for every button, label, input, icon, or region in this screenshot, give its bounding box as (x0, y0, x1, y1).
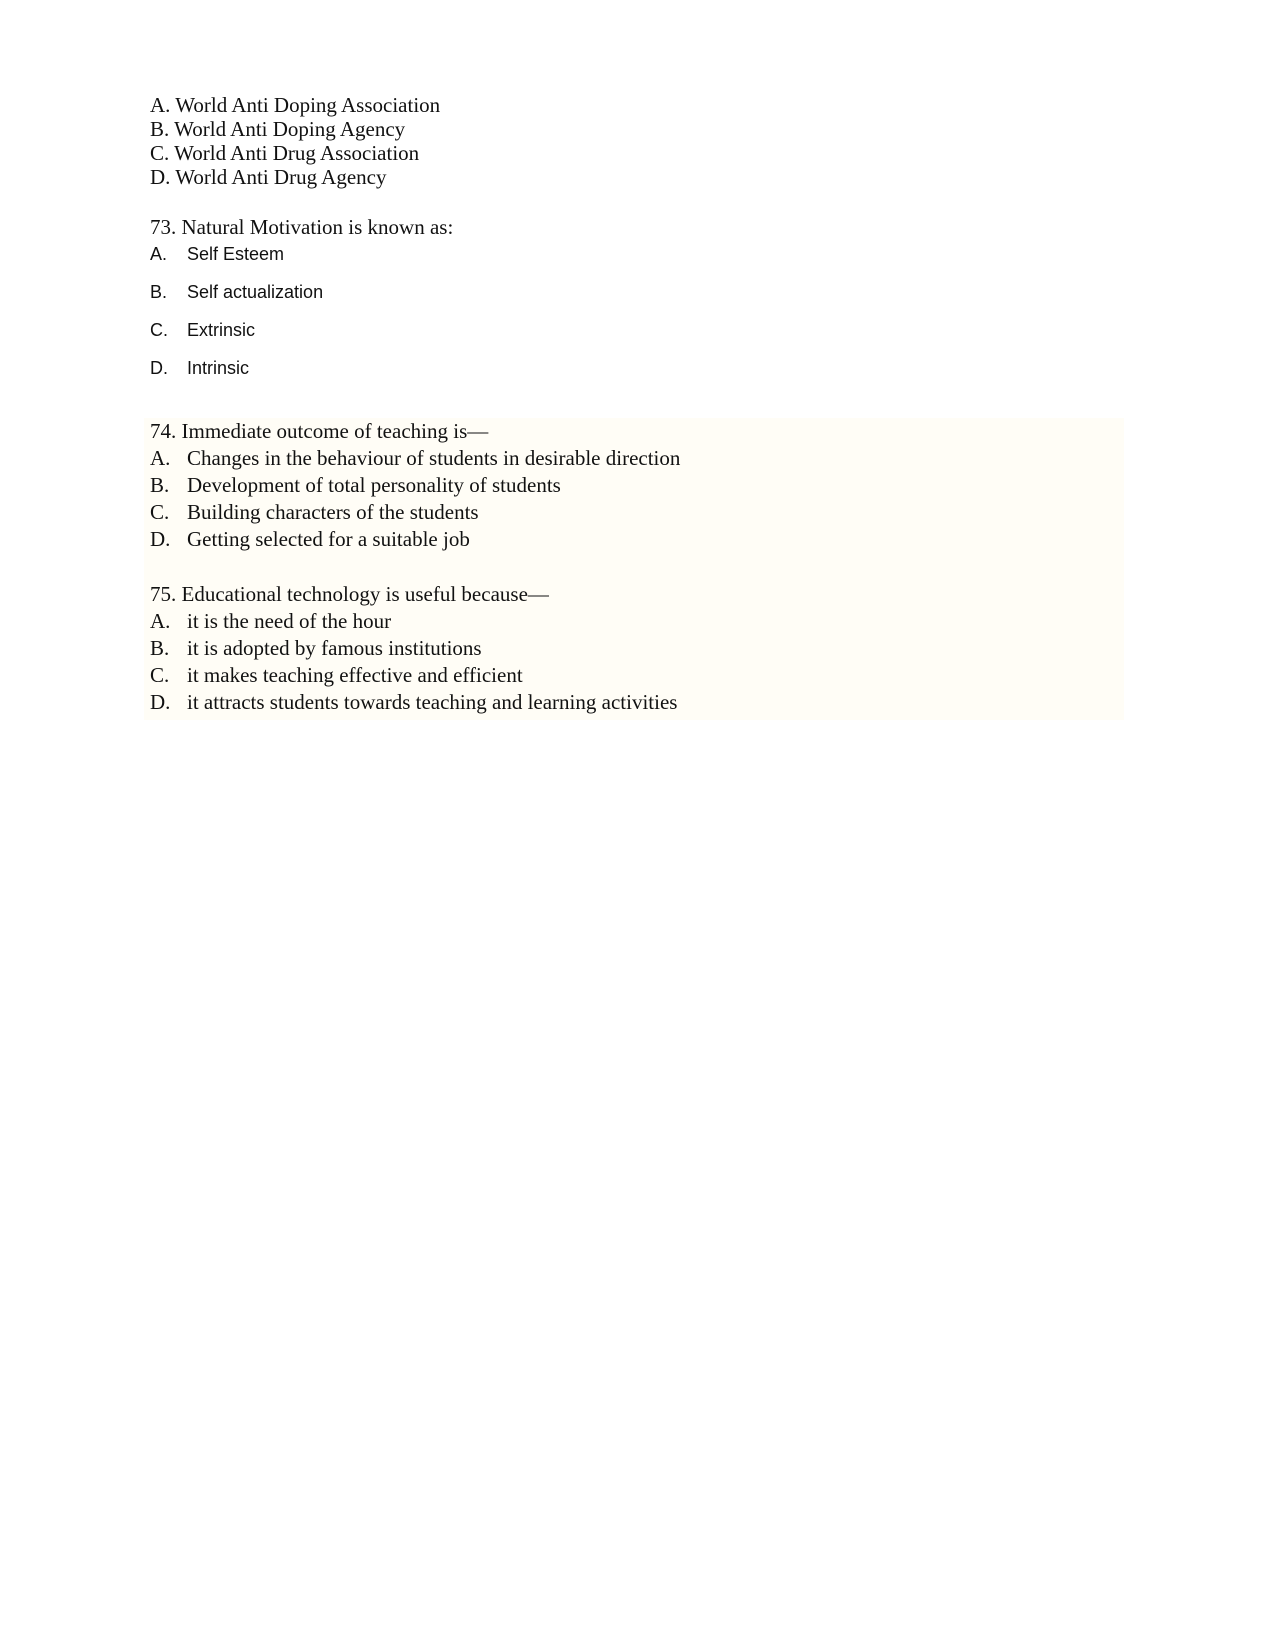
option-text: Self actualization (187, 282, 324, 302)
option-letter: B. (150, 282, 168, 302)
option-letter: C. (150, 500, 170, 524)
option-letter: D. (150, 690, 171, 714)
option-letter: B. (150, 636, 170, 660)
option-letter: A. (150, 446, 171, 470)
option-text: Changes in the behaviour of students in desirable direction (187, 446, 681, 470)
q72-option-c: C. World Anti Drug Association (150, 141, 420, 165)
q73-question: 73. Natural Motivation is known as: (150, 215, 454, 239)
option-letter: C. (150, 320, 168, 340)
q72-option-a: A. World Anti Doping Association (150, 93, 441, 117)
q72-option-d: D. World Anti Drug Agency (150, 165, 387, 189)
q72-option-b: B. World Anti Doping Agency (150, 117, 406, 141)
option-text: Extrinsic (187, 320, 256, 340)
option-text: Self Esteem (187, 244, 285, 264)
option-text: Getting selected for a suitable job (187, 527, 470, 551)
option-text: Intrinsic (187, 358, 250, 378)
option-letter: B. (150, 473, 170, 497)
option-letter: A. (150, 609, 171, 633)
option-text: Building characters of the students (187, 500, 479, 524)
option-letter: C. (150, 663, 170, 687)
option-text: it is the need of the hour (187, 609, 392, 633)
q75-question: 75. Educational technology is useful because— (150, 582, 549, 606)
option-text: it attracts students towards teaching and learning activities (187, 690, 678, 714)
option-text: Development of total personality of students (187, 473, 561, 497)
option-text: it makes teaching effective and efficient (187, 663, 523, 687)
option-letter: D. (150, 527, 171, 551)
option-letter: D. (150, 358, 168, 378)
q74-question: 74. Immediate outcome of teaching is— (150, 419, 489, 443)
option-letter: A. (150, 244, 168, 264)
option-text: it is adopted by famous institutions (187, 636, 482, 660)
